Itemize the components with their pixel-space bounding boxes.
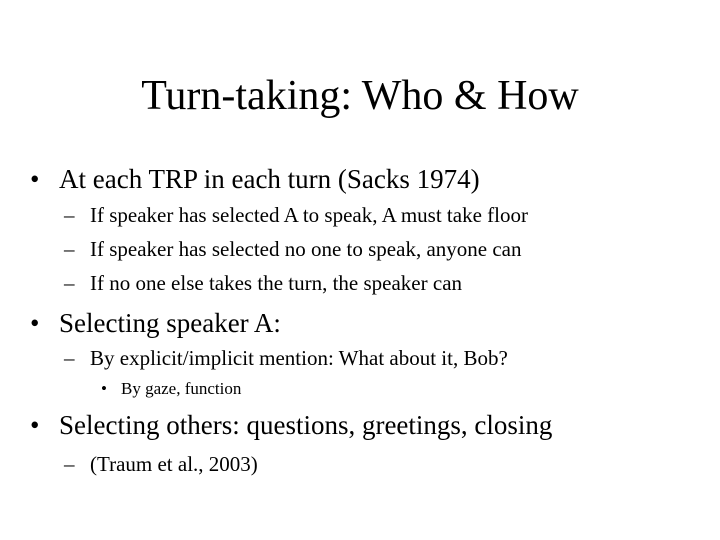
sub-item-text: If speaker has selected A to speak, A must take floor xyxy=(90,203,528,227)
dash-marker: – xyxy=(64,271,75,295)
bullet-marker: • xyxy=(101,379,107,398)
slide-title: Turn-taking: Who & How xyxy=(141,73,579,119)
bullet-text: Selecting speaker A: xyxy=(59,308,281,338)
sub-item-text: If speaker has selected no one to speak, anyone can xyxy=(90,237,522,261)
sub-item-text: If no one else takes the turn, the speaker can xyxy=(90,271,463,295)
bullet-text: Selecting others: questions, greetings, closing xyxy=(59,410,553,440)
bullet-marker: • xyxy=(30,164,40,194)
sub-item-text: (Traum et al., 2003) xyxy=(90,452,258,476)
sub-item-text: By explicit/implicit mention: What about it, Bob? xyxy=(90,346,508,370)
bullet-marker: • xyxy=(30,410,40,440)
bullet-text: At each TRP in each turn (Sacks 1974) xyxy=(59,164,480,194)
bullet-marker: • xyxy=(30,308,40,338)
dash-marker: – xyxy=(64,237,75,261)
sub-sub-item-text: By gaze, function xyxy=(121,379,242,398)
dash-marker: – xyxy=(64,203,75,227)
dash-marker: – xyxy=(64,346,75,370)
dash-marker: – xyxy=(64,452,75,476)
